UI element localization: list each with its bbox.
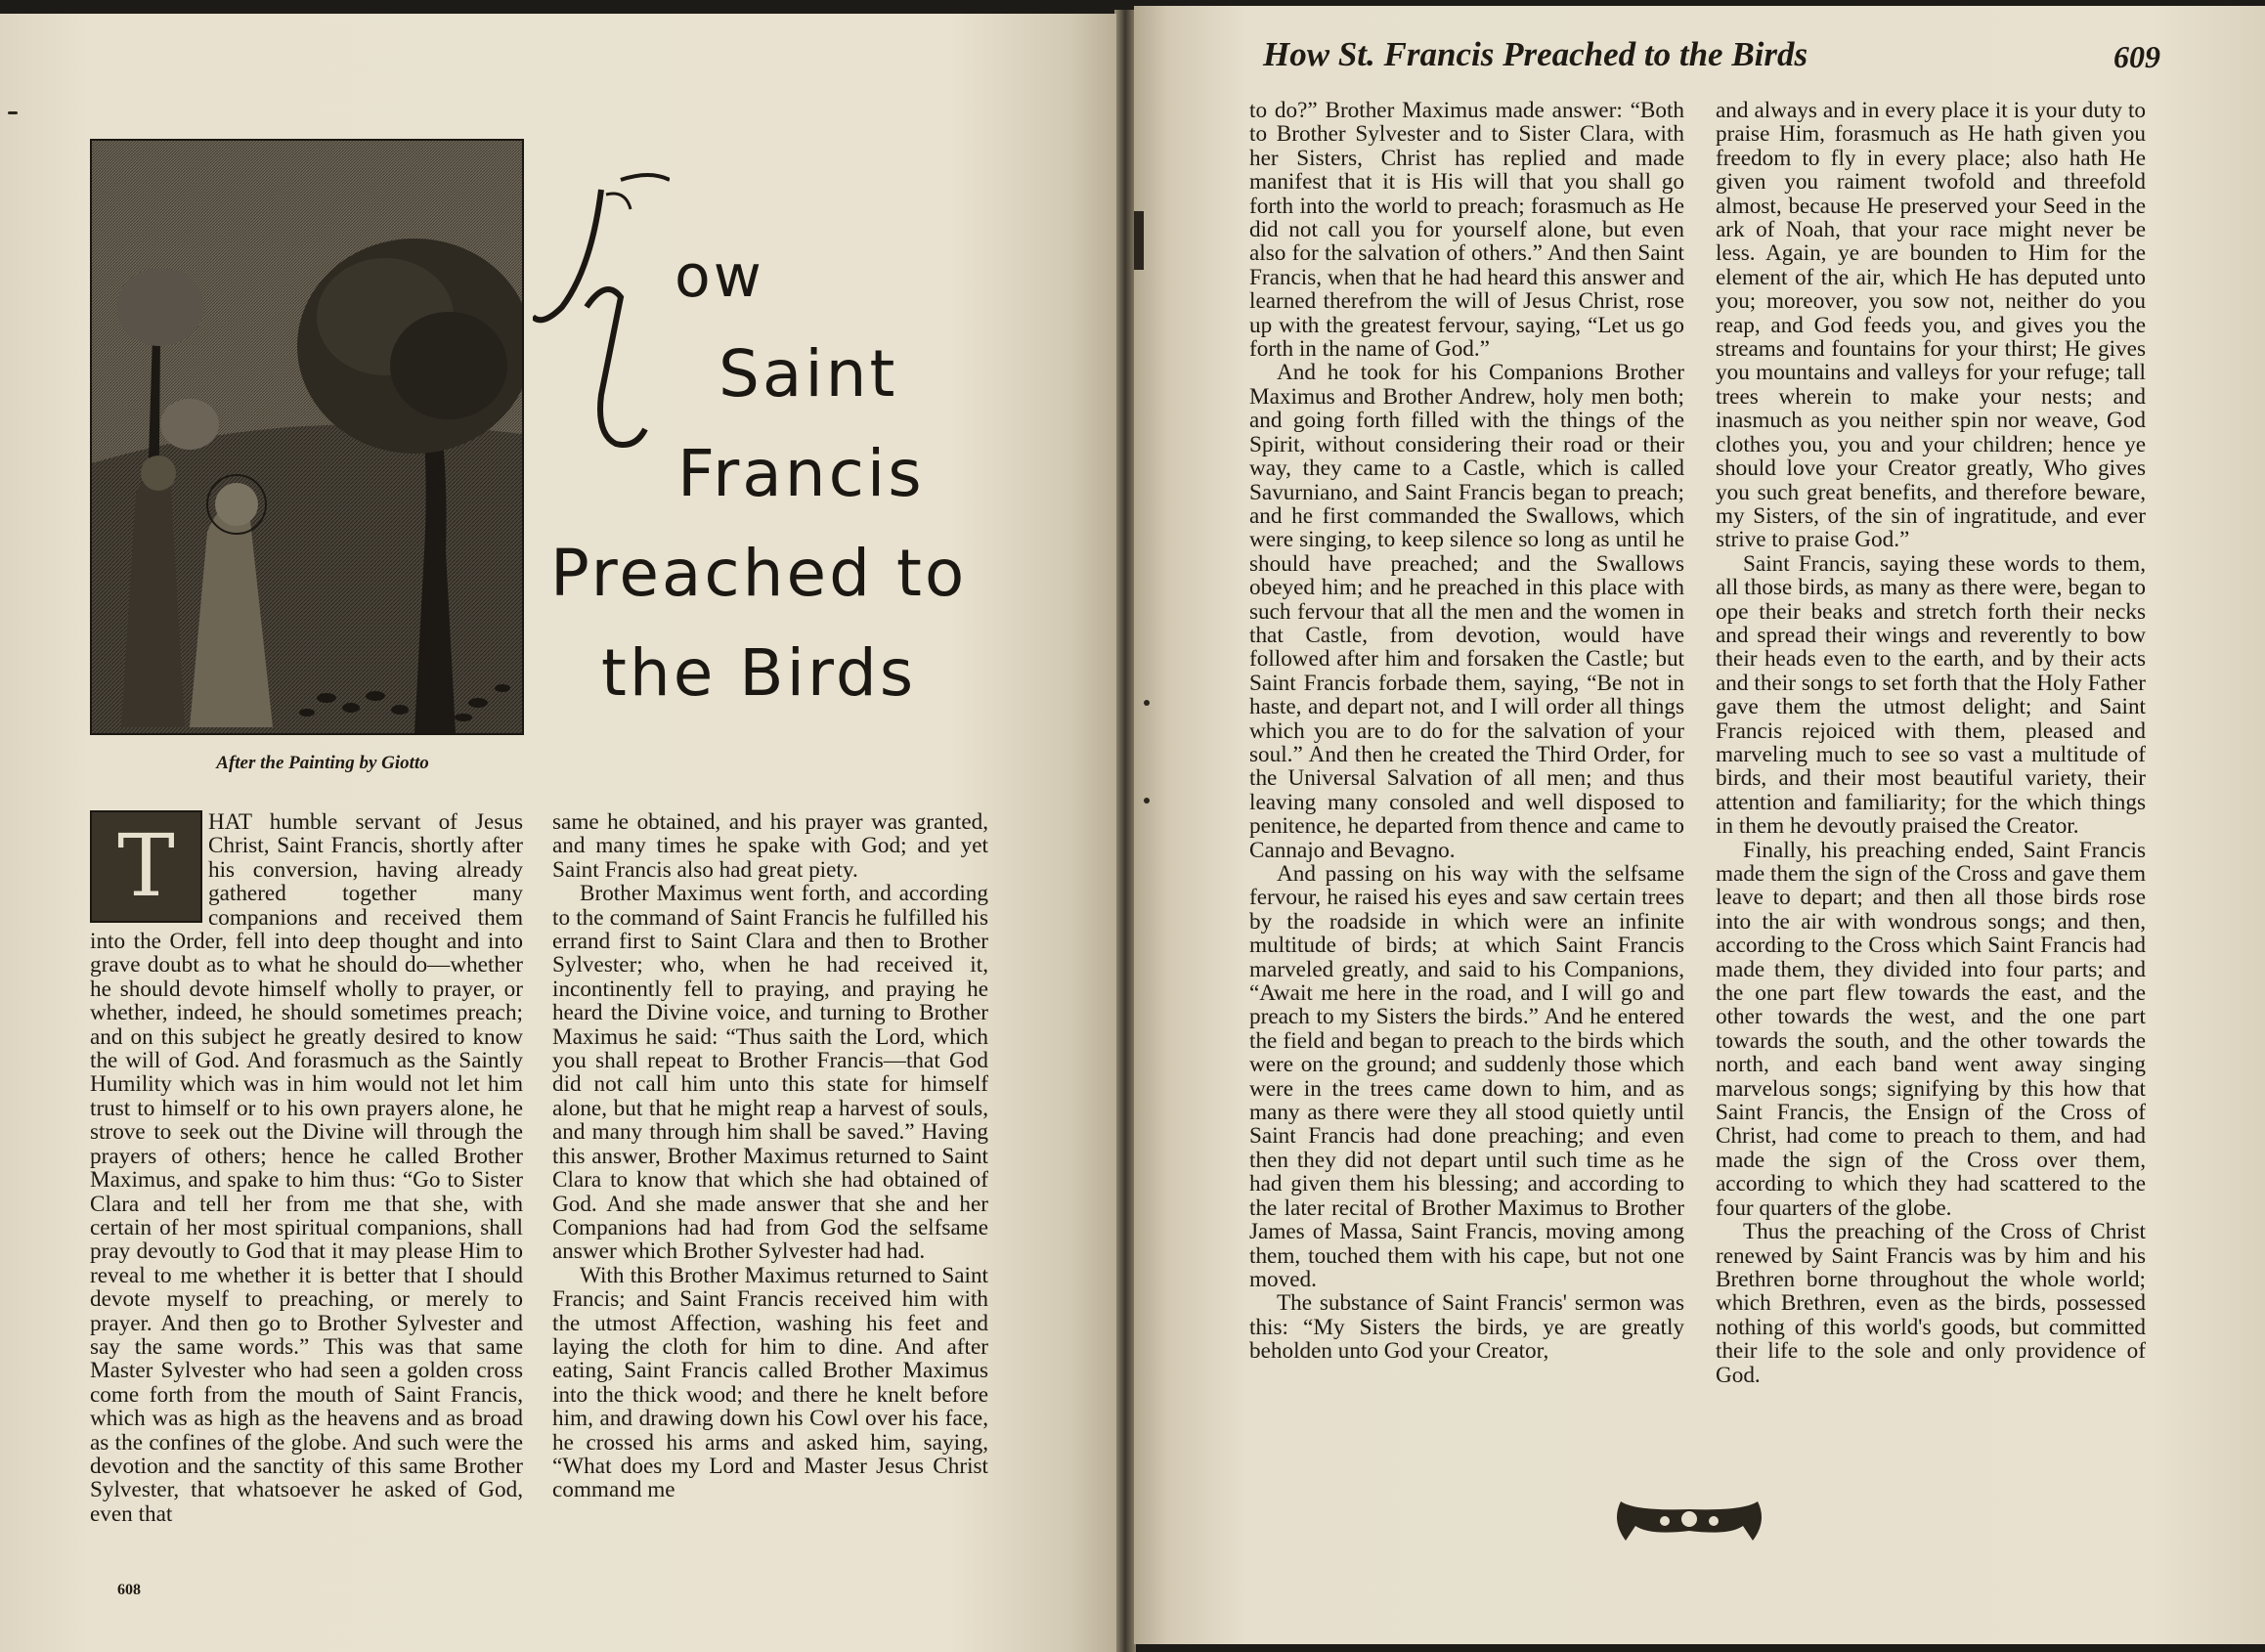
right-column-1	[1249, 99, 1684, 1364]
decorative-initial-h	[533, 170, 670, 463]
margin-mark	[1144, 700, 1150, 706]
tailpiece-ornament	[1611, 1492, 1767, 1550]
paragraph: Finally, his preaching ended, Saint Francis made them the sign of the Cross and gave them leave to depart; and then all those birds rose into the air with wondrous songs; and then, according to the Cross which Saint Francis had made them, they divided into four parts; and the one part flew towards the east, and the other towards the west, and the one part towards the south, and the other towards the north, and each band went away singing marvelous songs; signifying by this how that Saint Francis, the Ensign of the Cross of Christ, had come to preach to them, and had made the sign of the Cross over them, according to which they had scattered to the four quarters of the globe.	[1716, 837, 2146, 1221]
binding-tab	[1134, 211, 1144, 270]
page-number-right: 609	[2113, 39, 2160, 74]
paragraph: same he obtained, and his prayer was granted, and many times he spake with God; and yet Saint Francis also had great piety.	[552, 809, 988, 883]
illustration-caption: After the Painting by Giotto	[216, 753, 429, 773]
paragraph: With this Brother Maximus returned to Saint Francis; and Saint Francis received him with the utmost Affection, washing his feet and laying the cloth for him to dine. And after eating, Saint Francis called Brother Maximus into the thick wood; and there he knelt before him, and drawing down his Cowl over his face, he crossed his arms and asked him, saying, “What does my Lord and Master Jesus Christ command me	[552, 1262, 988, 1503]
margin-mark	[1144, 798, 1150, 804]
title-line-3: Francis	[677, 436, 925, 511]
margin-mark	[8, 111, 18, 114]
paragraph: And passing on his way with the selfsame fervour, he raised his eyes and saw certain trees by the roadside in which were an infinite multitude of birds; at which Saint Francis marveled greatly, and said to his Companions, “Await me here in the road, and I will go and preach to my Sisters the birds.” And he entered the field and began to preach to the birds which were on the ground; and suddenly those which were in the trees came down to him, and as many as there were they all stood quietly until Saint Francis had done preaching; and even then they did not depart until such time as he had given them his blessing; and according to the later recital of Brother Maximus to Brother James of Massa, Saint Francis, moving among them, touched them with his cape, but not one moved.	[1249, 861, 1684, 1292]
paragraph: Brother Maximus went forth, and according to the command of Saint Francis he fulfilled his errand first to Saint Clara and then to Brother Sylvester; who, when he had received it, incontinently fell to praying, and praying he heard the Divine voice, and turning to Brother Maximus he said: “Thus saith the Lord, which you shall repeat to Brother Francis—that God did not call him unto this state for himself alone, but that he might reap a harvest of souls, and many through him shall be saved.” Having this answer, Brother Maximus returned to Saint Clara to know that which she had obtained of God. And she made answer that she and her Companions had had from God the selfsame answer which Brother Sylvester had had.	[552, 881, 988, 1265]
page-number-left: 608	[117, 1582, 141, 1598]
paragraph: HAT humble servant of Jesus Christ, Saint Francis, shortly after his conversion, having already gathered together many companions and received them into the Order, fell into deep thought and into grave doubt as to what he should do—whether he should devote himself wholly to prayer, or whether, indeed, he should sometimes preach; and on this subject he greatly desired to know the will of God. And forasmuch as the Saintly Humility which was in him would not let him trust to himself or to his own prayers alone, he strove to seek out the Divine will through the prayers of others; hence he called Brother Maximus, and spake to him thus: “Go to Sister Clara and tell her from me that she, with certain of her most spiritual companions, shall pray devoutly to God that it may please Him to reveal to me whether it is better that I should devote myself to preaching, or merely to prayer. And then go to Brother Sylvester and say the same words.” This was that same Master Sylvester who had seen a golden cross come forth from the mouth of Saint Francis, which was as high as the heavens and as broad as the confines of the globe. And such were the devotion and the sanctity of this same Brother Sylvester, that whatsoever he asked of God, even that	[90, 809, 523, 1527]
drop-cap-initial: T	[90, 810, 202, 923]
paragraph: Saint Francis, saying these words to them, all those birds, as many as there were, began to ope their beaks and stretch forth their necks and spread their wings and reverently to bow their heads even to the earth, and by their acts and their songs to set forth that the Holy Father gave them the utmost delight; and Saint Francis rejoiced with them, pleased and marveling much to see so vast a multitude of birds, and their most beautiful variety, their attention and familiarity; for the which things in them he devoutly praised the Creator.	[1716, 550, 2146, 840]
paragraph: and always and in every place it is your duty to praise Him, forasmuch as He hath given you freedom to fly in every place; also hath He given you raiment twofold and threefold almost, because He preserved your Seed in the ark of Noah, that your race might never be less. Again, ye are bounden to Him for the element of the air, which He has deputed unto you; moreover, you sow not, neither do you reap, and God feeds you, and gives you the streams and fountains for your thirst; He gives you mountains and valleys for your refuge; tall trees wherein to make your nests; and inasmuch as you neither spin nor weave, God clothes you, you and your children; hence ye should love your Creator greatly, Who gives you such great benefits, and therefore beware, my Sisters, of the sin of ingratitude, and ever strive to praise God.”	[1716, 98, 2146, 553]
paragraph: Thus the preaching of the Cross of Christ renewed by Saint Francis was by him and his Brethren borne throughout the whole world; which Brethren, even as the birds, possessed nothing of this world's goods, but committed their life to the sole and only providence of God.	[1716, 1219, 2146, 1388]
title-line-4: Preached to	[550, 536, 968, 611]
left-column-1	[90, 810, 523, 1526]
title-line-1: ow	[675, 242, 764, 311]
right-column-2	[1716, 99, 2146, 1387]
right-page	[1134, 6, 2265, 1644]
article-title	[533, 160, 1022, 747]
paragraph: And he took for his Companions Brother Maximus and Brother Andrew, holy men both; and going forth filled with the things of the Spirit, without considering their road or their way, they came to a Castle, which is called Savurniano, and Saint Francis began to preach; and he first commanded the Swallows, which were singing, to keep silence so long as until he should have preached; and the Swallows obeyed him; and he preached in this place with such fervour that all the men and the women in that Castle, from devotion, would have followed after him and forsaken the Castle; but Saint Francis forbade them, saying, “Be not in haste, and depart not, and I will order all things which you are to do for the salvation of your soul.” And then he created the Third Order, for the Universal Salvation of all men; and thus leaving many consoled and well disposed to penitence, he departed from thence and came to Cannajo and Bevagno.	[1249, 360, 1684, 863]
paragraph: to do?” Brother Maximus made answer: “Both to Brother Sylvester and to Sister Clara, with her Sisters, Christ has replied and made manifest that it is His will that you shall go forth into the world to preach; forasmuch as He did not call you for yourself alone, but even also for the salvation of others.” And then Saint Francis, when that he had heard this answer and learned therefrom the will of Jesus Christ, rose up with the greatest fervour, saying, “Let us go forth in the name of God.”	[1249, 98, 1684, 363]
book-gutter	[1114, 10, 1136, 1652]
paragraph: The substance of Saint Francis' sermon was this: “My Sisters the birds, ye are greatly beholden unto God your Creator,	[1249, 1290, 1684, 1365]
giotto-woodcut-illustration	[90, 139, 524, 735]
running-head: How St. Francis Preached to the Birds	[1263, 35, 1808, 73]
title-line-5: the Birds	[601, 635, 917, 711]
title-line-2: Saint	[719, 336, 898, 412]
left-column-2	[552, 810, 988, 1502]
left-page	[0, 14, 1116, 1652]
